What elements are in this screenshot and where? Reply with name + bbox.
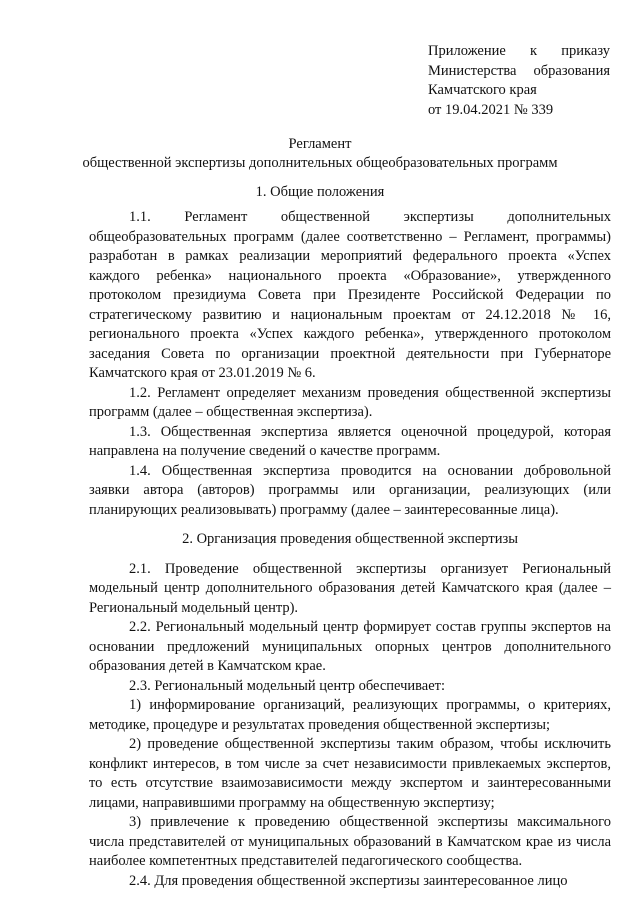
paragraph-2-1: 2.1. Проведение общественной экспертизы организует Региональный модельный центр дополнительного образования детей Камчатского края (далее – Региональный модельный центр). — [89, 560, 611, 616]
paragraph-2-3-item-3: 3) привлечение к проведению общественной экспертизы максимального числа представителей от муниципальных образований в Камчатском крае из числа наиболее компетентных представителей педагогического сообщества. — [89, 814, 611, 869]
paragraph-2-4: 2.4. Для проведения общественной экспертизы заинтересованное лицо — [129, 872, 568, 889]
document-title: Регламент — [288, 136, 352, 152]
paragraph-2-2: 2.2. Региональный модельный центр формирует состав группы экспертов на основании предложений муниципальных опорных центров дополнительного образования детей в Камчатском крае. — [89, 619, 611, 674]
paragraph-1-2: 1.2. Регламент определяет механизм проведения общественной экспертизы программ (далее – общественная экспертиза). — [89, 384, 611, 420]
document-subtitle: общественной экспертизы дополнительных общеобразовательных программ — [82, 155, 558, 171]
appendix-line-3: Камчатского края — [428, 82, 537, 98]
appendix-line-4: от 19.04.2021 № 339 — [428, 101, 554, 118]
appendix-block — [428, 42, 610, 120]
document-body — [89, 208, 611, 891]
paragraph-1-1: 1.1. Регламент общественной экспертизы дополнительных общеобразовательных программ (далее соответственно – Регламент, программы) разработан в рамках реализации мероприятий федерального проекта «Успех каждого ребенка» национального проекта «Образование», утвержденного протоколом президиума Совета при Президенте Российской Федерации по стратегическому развитию и национальным проектам от 24.12.2018 № 16, регионального проекта «Успех каждого ребенка», утвержденного протоколом заседания Совета по организации проектной деятельности при Губернаторе Камчатского края от 23.01.2019 № 6. — [89, 209, 611, 381]
paragraph-2-3-item-2: 2) проведение общественной экспертизы таким образом, чтобы исключить конфликт интересов, в том числе за счет независимости привлекаемых экспертов, то есть отсутствие взаимозависимости между экспертом и заинтересованными лицами, направившими программу на общественную экспертизу; — [89, 736, 611, 811]
appendix-line-2: Министерства образования — [428, 62, 610, 79]
paragraph-1-4: 1.4. Общественная экспертиза проводится на основании добровольной заявки автора (авторов) программы или организации, реализующих (или планирующих реализовывать) программу (далее – заинтересованные лица). — [89, 462, 611, 518]
section-2-heading: 2. Организация проведения общественной экспертизы — [182, 531, 518, 547]
section-1-heading: 1. Общие положения — [255, 184, 385, 200]
paragraph-2-3-item-1: 1) информирование организаций, реализующих программы, о критериях, методике, процедуре и результатах проведения общественной экспертизы; — [89, 697, 611, 733]
paragraph-2-3: 2.3. Региональный модельный центр обеспечивает: — [129, 677, 446, 694]
appendix-line-1: Приложение к приказу — [428, 43, 610, 59]
paragraph-1-3: 1.3. Общественная экспертиза является оценочной процедурой, которая направлена на получение сведений о качестве программ. — [89, 423, 611, 459]
